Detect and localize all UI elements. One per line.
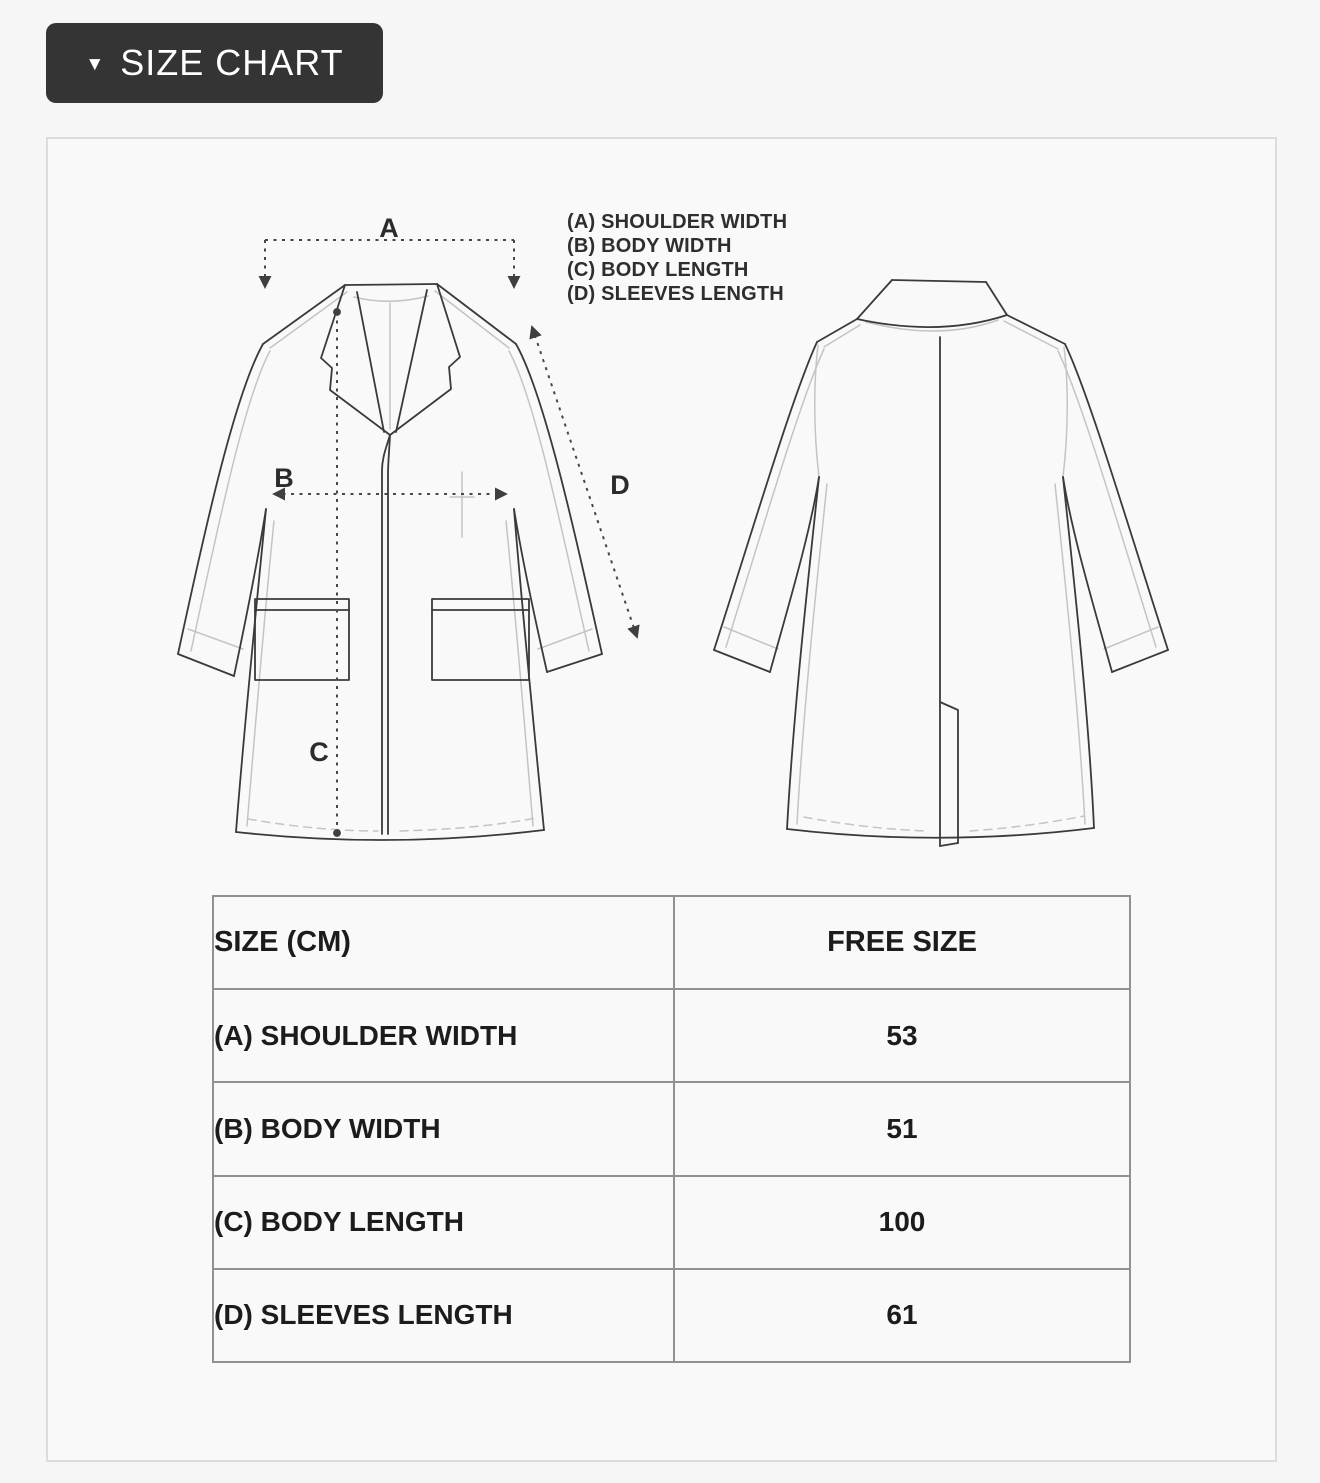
chevron-down-icon: ▼	[85, 53, 105, 75]
measure-c-label: C	[309, 737, 329, 767]
front-hem	[236, 830, 544, 840]
front-collar	[345, 284, 437, 285]
row-body-width-label: (B) BODY WIDTH	[213, 1082, 674, 1175]
coat-back-seam-lines	[724, 320, 1158, 831]
measure-b-label: B	[274, 463, 294, 493]
size-table-header-row	[213, 896, 1130, 989]
legend-item-c: (C) BODY LENGTH	[567, 259, 749, 281]
row-sleeves-length-label: (D) SLEEVES LENGTH	[213, 1269, 674, 1362]
back-collar	[892, 280, 986, 282]
measurement-legend	[567, 210, 847, 306]
legend-item-a: (A) SHOULDER WIDTH	[567, 211, 788, 233]
table-row	[213, 1082, 1130, 1175]
front-left-sleeve	[178, 344, 263, 654]
coat-back-view	[714, 280, 1168, 846]
size-table-header-size: SIZE (CM)	[213, 896, 674, 989]
table-row	[213, 989, 1130, 1082]
coat-front-view	[178, 284, 602, 840]
row-sleeves-length-value: 61	[674, 1269, 1130, 1362]
row-body-length-value: 100	[674, 1176, 1130, 1269]
row-shoulder-width-value: 53	[674, 989, 1130, 1082]
row-body-length-label: (C) BODY LENGTH	[213, 1176, 674, 1269]
back-right-sleeve	[1065, 344, 1168, 650]
table-row	[213, 1269, 1130, 1362]
legend-item-d: (D) SLEEVES LENGTH	[567, 283, 784, 305]
legend-item-b: (B) BODY WIDTH	[567, 235, 732, 257]
size-chart-toggle-button[interactable]	[46, 23, 383, 103]
size-chart-panel	[46, 137, 1277, 1462]
coat-front-seam-lines	[188, 291, 592, 831]
row-body-width-value: 51	[674, 1082, 1130, 1175]
measure-a-label: A	[379, 213, 399, 243]
front-left-pocket	[255, 599, 349, 680]
back-left-sleeve	[714, 342, 817, 650]
row-shoulder-width-label: (A) SHOULDER WIDTH	[213, 989, 674, 1082]
measure-d-label: D	[610, 470, 630, 500]
back-vent	[940, 702, 958, 843]
size-table-header-free-size: FREE SIZE	[674, 896, 1130, 989]
size-chart-button-label: SIZE CHART	[120, 42, 344, 83]
table-row	[213, 1176, 1130, 1269]
size-table	[212, 895, 1131, 1363]
